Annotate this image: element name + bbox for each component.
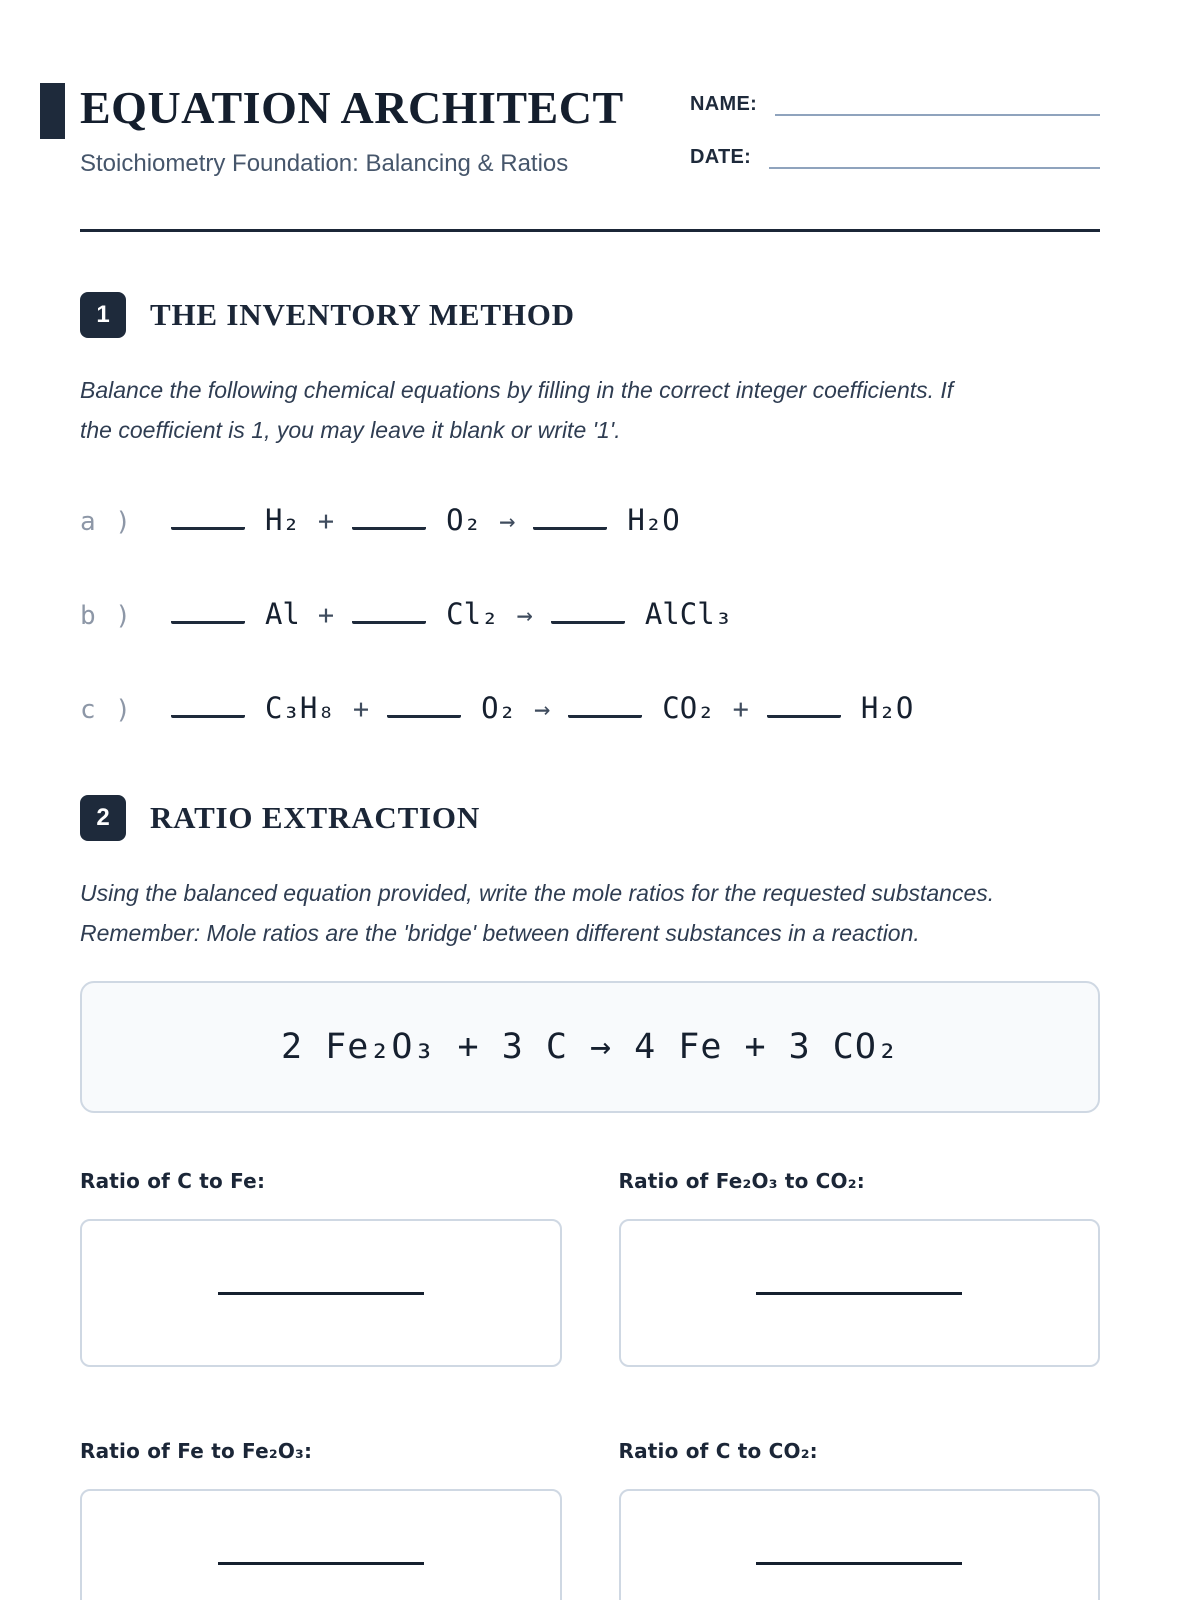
equations-list bbox=[80, 503, 1100, 725]
chemical-formula: Al bbox=[264, 596, 300, 631]
corner-accent bbox=[40, 83, 65, 139]
chemical-formula: H₂ bbox=[264, 502, 300, 537]
name-label: NAME: bbox=[690, 93, 758, 115]
equation-label: a ) bbox=[80, 506, 133, 537]
header-divider bbox=[80, 229, 1100, 232]
ratios-grid bbox=[80, 1169, 1100, 1600]
chemical-formula: CO₂ bbox=[662, 690, 715, 725]
coefficient-blank[interactable] bbox=[171, 619, 245, 624]
section-1-heading bbox=[80, 292, 1100, 338]
date-input-line[interactable] bbox=[769, 147, 1100, 169]
section-1-instructions: Balance the following chemical equations by filling in the correct integer coefficients. If the coefficient is 1, you may leave it blank or write '1'. bbox=[80, 377, 954, 444]
coefficient-blank[interactable] bbox=[767, 713, 841, 718]
ratio-cell bbox=[619, 1169, 1101, 1367]
plus-symbol: + bbox=[317, 505, 335, 537]
ratio-answer-box[interactable] bbox=[80, 1219, 562, 1367]
arrow-symbol: → bbox=[499, 505, 516, 537]
section-2-title: RATIO EXTRACTION bbox=[150, 799, 481, 835]
coefficient-blank[interactable] bbox=[568, 713, 642, 718]
chemical-formula: H₂O bbox=[627, 502, 680, 537]
section-2-badge: 2 bbox=[80, 795, 126, 841]
balanced-equation-box bbox=[80, 981, 1100, 1113]
coefficient-blank[interactable] bbox=[533, 525, 607, 530]
chemical-formula: H₂O bbox=[860, 690, 914, 725]
ratio-answer-box[interactable] bbox=[619, 1489, 1101, 1600]
section-2-heading bbox=[80, 795, 1100, 841]
ratio-answer-line bbox=[218, 1292, 424, 1295]
plus-symbol: + bbox=[732, 693, 749, 725]
coefficient-blank[interactable] bbox=[352, 525, 426, 530]
ratio-cell bbox=[80, 1169, 562, 1367]
date-field-row bbox=[690, 146, 1100, 169]
worksheet-subtitle: Stoichiometry Foundation: Balancing & Ratios bbox=[80, 149, 569, 177]
equation-row bbox=[80, 597, 1100, 631]
section-1-badge: 1 bbox=[80, 292, 126, 338]
chemical-formula: AlCl₃ bbox=[644, 596, 733, 631]
chemical-formula: C₃H₈ bbox=[264, 690, 335, 725]
name-input-line[interactable] bbox=[775, 94, 1100, 116]
ratio-label: Ratio of Fe to Fe₂O₃: bbox=[80, 1439, 313, 1463]
coefficient-blank[interactable] bbox=[171, 525, 245, 530]
header-fields bbox=[690, 83, 1100, 199]
ratio-answer-line bbox=[756, 1292, 962, 1295]
name-field-row bbox=[690, 93, 1100, 116]
header-left bbox=[80, 83, 624, 199]
plus-symbol: + bbox=[352, 693, 370, 725]
coefficient-blank[interactable] bbox=[551, 619, 625, 624]
section-2-instructions: Using the balanced equation provided, write the mole ratios for the requested substances. Remember: Mole ratios are the 'bridge' between different substances in a reaction. bbox=[80, 879, 995, 946]
worksheet-header bbox=[80, 83, 1100, 199]
equation-row bbox=[80, 691, 1100, 725]
ratio-label: Ratio of C to CO₂: bbox=[618, 1439, 818, 1463]
ratio-answer-line bbox=[218, 1562, 424, 1565]
ratio-answer-line bbox=[756, 1562, 962, 1565]
coefficient-blank[interactable] bbox=[352, 619, 426, 624]
section-1-title: THE INVENTORY METHOD bbox=[150, 297, 575, 332]
plus-symbol: + bbox=[317, 599, 335, 631]
worksheet-title: EQUATION ARCHITECT bbox=[80, 82, 624, 133]
ratio-cell bbox=[80, 1439, 562, 1600]
chemical-formula: O₂ bbox=[446, 502, 482, 537]
balanced-equation-text: 2 Fe₂O₃ + 3 C → 4 Fe + 3 CO₂ bbox=[280, 1027, 899, 1067]
equation-label: b ) bbox=[80, 600, 133, 631]
ratio-answer-box[interactable] bbox=[619, 1219, 1101, 1367]
chemical-formula: Cl₂ bbox=[446, 596, 499, 631]
ratio-label: Ratio of C to Fe: bbox=[80, 1169, 266, 1193]
arrow-symbol: → bbox=[516, 599, 533, 631]
ratio-cell bbox=[619, 1439, 1101, 1600]
arrow-symbol: → bbox=[534, 693, 551, 725]
date-label: DATE: bbox=[690, 146, 752, 168]
chemical-formula: O₂ bbox=[481, 690, 516, 725]
equation-label: c ) bbox=[80, 694, 133, 725]
equation-row bbox=[80, 503, 1100, 537]
ratio-answer-box[interactable] bbox=[80, 1489, 562, 1600]
ratio-label: Ratio of Fe₂O₃ to CO₂: bbox=[618, 1169, 865, 1193]
coefficient-blank[interactable] bbox=[171, 713, 245, 718]
coefficient-blank[interactable] bbox=[387, 713, 461, 718]
worksheet-page bbox=[0, 83, 1200, 1600]
